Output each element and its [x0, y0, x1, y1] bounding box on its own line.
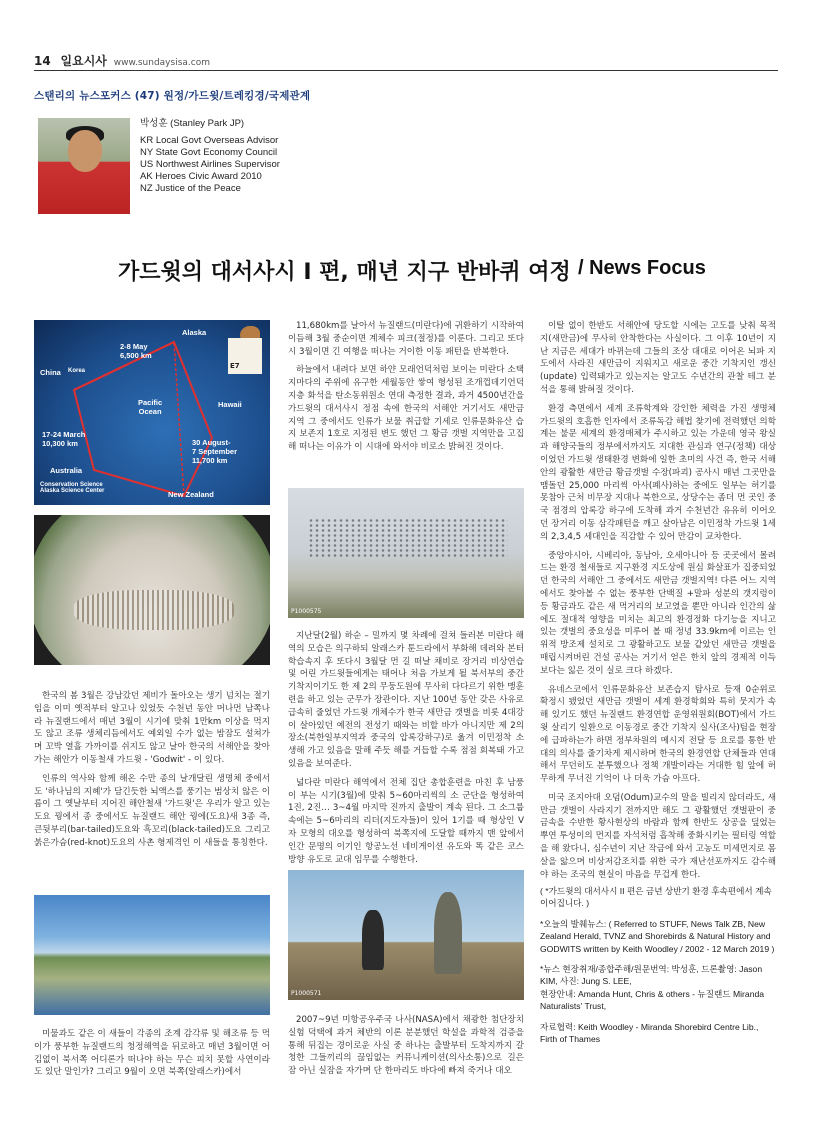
article-credits	[540, 885, 776, 1053]
map-label-australia: Australia	[50, 466, 83, 475]
coastline-aerial-photo	[34, 895, 270, 1015]
header-divider	[34, 70, 778, 71]
birdwatchers-photo	[288, 870, 524, 1000]
map-label-pacific: Pacific Ocean	[138, 398, 163, 416]
author-credential: US Northwest Airlines Supervisor	[140, 159, 280, 170]
flock-photo	[288, 488, 524, 618]
map-label-alaska: Alaska	[182, 328, 207, 337]
map-label-route-march: 17-24 March 10,300 km	[42, 430, 86, 448]
article-title: 가드윗의 대서사시 I 편, 매년 지구 반바퀴 여정	[118, 260, 571, 285]
paragraph: 이탈 없이 한반도 서해안에 당도할 시에는 고도를 낮춰 목적지(새만금)에 무사히 안착한다는 사실이다. 그 이후 10년이 지난 지금은 세대가 바뀌는데 그들의 조상 대대로 이어온 뇌파 지도에서 사라진 새만금이 지워지고 새로운 중간 기착지인 갱신(update) 입력돼가고 있는지는 알고도 수년간의 관찰 테그 분석을 통해 밝혀질 것이다.	[540, 321, 776, 395]
source-references: *오늘의 발췌뉴스: ( Referred to STUFF, News Talk ZB, New Zealand Herald, TVNZ and Shorebirds & Natural History and GODWITS written by Keith Woodley / 2002 - 12 March 2019 )	[540, 918, 775, 954]
series-line: 스탠리의 뉴스포커스 (47) 원정/가드윗/트레킹경/국제관계	[34, 90, 311, 102]
paragraph: 유네스코에서 인류문화유산 보존습지 탐사로 등재 0순위로 확정시 됐었던 새만금 갯벌이 세계 환경학회와 특히 뭇지가 속해 있기도 했던 뉴질랜드 환경연합 운영위원회(BOT)에서 가드윗 살리기 일환으로 이동경로 중간 기착지 실사(조사)팀을 현장에 급파하는가 하면 정부차원의 메시지 전달 등 요로를 통한 반대의 의사를 줄기차게 제시하며 한국의 환경연합 단체들과 연대해서 무던히도 분투했으나 정책 개발이라는 거대한 힘 앞에 허무하게 무너진 기억이 나 더욱 가슴 아프다.	[540, 684, 776, 785]
map-label-new-zealand: New Zealand	[168, 490, 214, 499]
paragraph: 중앙아시아, 시베리아, 동남아, 오세아니아 등 곳곳에서 몰려드는 환경 철새들로 지구환경 지도상에 원심 화살표가 집중되었던 한국의 서해안 그 중에서도 새만금 갯벌지역! 다른 어느 지역에서도 찾아볼 수 없는 풍부한 단백질 +말파 성분의 갯지렁이 등 황금과도 같은 새 먹거리의 보고였을 뿐만 아니라 인간의 삶에도 절대적 영향을 미치는 최고의 환경정화 다기능을 지니고 있는 갯벌의 중요성을 미루어 볼 때 정녕 33.9km에 이르는 인위적 방조제 설치로 그 광활하고도 보물 같았던 새만금 갯벌을 매립시켜버린 건설 공사는 거기서 얻은 한치 앞의 경제적 이득보다는 잃은 것이 실로 크다 하겠다.	[540, 550, 776, 676]
magazine-url: www.sundaysisa.com	[113, 58, 210, 68]
map-label-korea: Korea	[68, 368, 86, 374]
photo-code: P1000575	[291, 608, 322, 615]
author-photo	[38, 118, 130, 214]
paragraph: 2007~9년 미항공우주국 나사(NASA)에서 채광한 첨단장치 실험 덕택에 과거 체반의 이론 분분했던 학설을 과학적 검증을 통해 뒤집는 경이로운 사실 중 하나는 출발부터 도착지까지 갈청한 그들끼리의 끊임없는 커뮤니케이션(의사소통)으로 길은 잠 아닌 실잠을 자가며 단 한마리도 바다에 빠져 죽거나 대오	[288, 1015, 524, 1077]
author-name: 박성훈 (Stanley Park JP)	[140, 118, 245, 129]
paragraph: 환경 측면에서 세계 조류학계와 강인한 체력을 가진 생명체 가드윗의 호흡한 인자에서 조류독감 해법 찾기에 전력했던 의학계는 불문 세계의 환경매체가 주시하고 있는 가운데 영국 왕실과 해양국들의 정부에서까지도 지대한 관심과 연구(정책) 대상이었던 가드윗 생태환경 변화에 일한 초미의 사건 즉, 한국 서해안의 광활한 새만금 황금갯벌 수장(파괴) 공사시 매년 그곳만을 맴돌던 25,000 마리씩 아사(폐사)하는 중에도 일부는 허기를 못참아 근처 비무장 지대나 북한으로, 상당수는 좀더 먼 곳인 중국 점경의 압록강 하구에 도착해 과거 수천년간 유유히 이어오던 장거리 이동 삼각패턴을 깨고 살아남은 이민정착 가드윗 1세의 2,3,4,5 세대인을 직감할 수 있어 만감이 교차한다.	[540, 403, 776, 542]
paragraph: 인류의 역사와 함께 해온 수만 종의 날개달린 생명체 중에서도 '하나님의 지혜'가 담긴듯한 뇌액스를 풍기는 범상치 않은 이름이 그 옛날부터 지어진 해안철새 '가드윗'은 우리가 알고 있는 도요 꿩에서 종 중에서도 뉴질랜드 해안 꿩에(도요)새 3종 즉, 큰뒷부리(bar-tailed)도요와 흑꼬리(black-tailed)도요 그리고 붉은가슴(red-knot)도요의 사촌 형제격인 이 새들을 통칭한다.	[34, 773, 270, 848]
paragraph: 지난달(2월) 하순 – 밀까지 몇 차례에 걸쳐 들러본 미란다 해역의 모습은 의구하되 알래스카 툰드라에서 부화해 데려와 본터 학습속지 후 또다시 3월달 먼 길 떠날 채비로 장거리 비상연습 및 어린 가드윗들에게는 태어나 처음 가보게 될 북서부의 중간 기착지이기도 한 제 2의 무둥도원에 무사히 다다르기 위한 맹훈련을 하고 있는 군무가 장관이다. 지난 100년 동안 갖은 사유로 급속히 줄었던 가드윗 개체수가 한국 새만금 갯벌을 비롯 4대강이 살아있던 예전의 전성기 때와는 비할 바가 아니지만 제 2의 장소(북한일부지역과 중국의 압록강하구)로 옮겨 이민정착 소생해 가고 있음을 말해 주듯 해를 거듭할 수록 점점 회복돼 가고 있음을 보여준다.	[288, 631, 524, 769]
map-label-china: China	[40, 368, 61, 377]
paragraph: 11,680km를 날아서 뉴질랜드(미란다)에 귀환하기 시작하여 이듬해 3월 중순이면 계체수 피크(절정)를 이룬다. 그리고 또다시 3월이면 긴 여행을 떠나는 거이한 이동 패턴을 반복한다.	[288, 321, 524, 357]
bird-code-label: E7	[228, 338, 262, 374]
column-1-bottom-text	[34, 1028, 270, 1085]
magazine-name: 일요시사	[60, 54, 107, 68]
map-source-label: Conservation Science Alaska Science Center	[40, 482, 105, 494]
migration-map	[34, 320, 270, 505]
article-tag: / News Focus	[578, 257, 706, 279]
paragraph: 넓다란 미란다 해역에서 전체 집단 총합훈련을 마친 후 남풍이 부는 시기(3월)에 맞춰 5~60마리씩의 소 군단을 형성하여 1진, 2진… 3~4월 마지막 진까지 출발이 계속 된다. 그 소그룹속에는 5~6마리의 리더(지도자들)이 있어 1기를 때 형상인 V자 모형의 대오를 형성하여 북쪽지에 도달할 때까지 맨 앞에서 인간 문명의 이기인 항공노선 네비게이션 유도와 똑 같은 코스 방향 유도로 교대 임무를 수행한다.	[288, 777, 524, 865]
continuation-note: ( *가드윗의 대서사시 II 편은 금년 상반기 환경 후속편에서 계속 이어집니다. )	[540, 886, 772, 909]
paragraph: 미물과도 같은 이 새들이 각종의 조계 감각류 및 해조류 등 먹이가 풍부한 뉴질랜드의 청정해역을 뒤로하고 매년 3월이면 어김없이 북서쪽 어디론가 떠나야 하는 무슨 피치 못할 사연이라도 있단 말인가? 그리고 9월이 오면 북쪽(알래스카)에서	[34, 1029, 270, 1078]
field-credits: *뉴스 현장취재/종합주해/원문번역: 박성훈, 드론촬영: Jason KIM, 사진: Jung S. LEE, 현장안내: Amanda Hunt, Chris & others - 뉴질랜드 Miranda Naturalists' Trust,	[540, 964, 765, 1012]
photo-code: P1000571	[291, 990, 322, 997]
column-3-text	[540, 320, 776, 887]
paragraph: 미국 조지아대 오덤(Odum)교수의 말을 빌리지 않더라도, 새만금 갯벌이 사라지기 전까지만 해도 그 광활했던 갯벌판이 중금속을 수반한 황사현상의 바람과 함께 한반도 상공을 덮었는 뿌연 투성이의 먼지를 자석처럼 흡착해 중화시키는 필터링 역할을 해 왔다니, 심수년이 지난 작금에 와서 고농도 미세먼지로 몸살을 앓으며 비상저감조치를 위한 국가 재난선포까지도 감수해야 하는 조국의 현실이 마음을 무겁게 한다.	[540, 792, 776, 880]
author-credential: NZ Justice of the Peace	[140, 183, 241, 194]
paragraph: 한국의 봄 3월은 강남갔던 제비가 돌아오는 생기 넘치는 절기임을 이미 옛적부터 알고나 있었듯 수천년 동안 머나먼 남쪽나라 뉴질랜드에서 매년 3월이 시기에 맞춰 1만km 이상을 먹지도 않고 조류 생체리듬에서도 예외일 수가 없는 밤잠도 설쳐가며 꼬박 열흘 가까이를 쉬지도 않고 날아 한국의 서해안을 찾아가는 해안가 이동철새 가드윗 - 'Godwit' - 이 있다.	[34, 691, 270, 765]
author-credential: AK Heroes Civic Award 2010	[140, 171, 262, 182]
paragraph: 하늘에서 내려다 보면 하얀 모래언덕처럼 보이는 미란다 소택지마다의 주위에 유구한 세월동안 쌓여 형성된 조개껍데기언덕 지층 화석을 탄소동위원소 연대 측정한 결과, 과거 4500년간을 가드윗의 대서사시 정점 속에 한국의 서해안 거기서도 새만금 지역 그 중에서도 인류가 보물 취급할 기세로 인류문화유산 습지 보존지 1호로 지정된 변도 했던 그 황금 갯벌 지역만을 고집해 떠나는 이유가 이 시대에 와서야 비로소 밝혀진 것이다.	[288, 365, 524, 453]
author-info	[140, 118, 280, 195]
column-1-text	[34, 690, 270, 856]
column-2-top-text	[288, 320, 524, 460]
column-2-bottom-text	[288, 1014, 524, 1084]
map-label-route-may: 2-8 May 6,500 km	[120, 342, 152, 360]
page-header	[34, 52, 210, 69]
map-label-hawaii: Hawaii	[218, 400, 242, 409]
map-label-route-august: 30 August- 7 September 11,700 km	[192, 438, 238, 465]
page-number: 14	[34, 54, 51, 68]
author-credential: KR Local Govt Overseas Advisor	[140, 135, 279, 146]
support-credits: 자료협력: Keith Woodley - Miranda Shorebird Centre Lib., Firth of Thames	[540, 1021, 759, 1045]
author-credential: NY State Govt Economy Council	[140, 147, 278, 158]
binocular-view-photo	[34, 515, 270, 665]
column-2-mid-text	[288, 630, 524, 872]
